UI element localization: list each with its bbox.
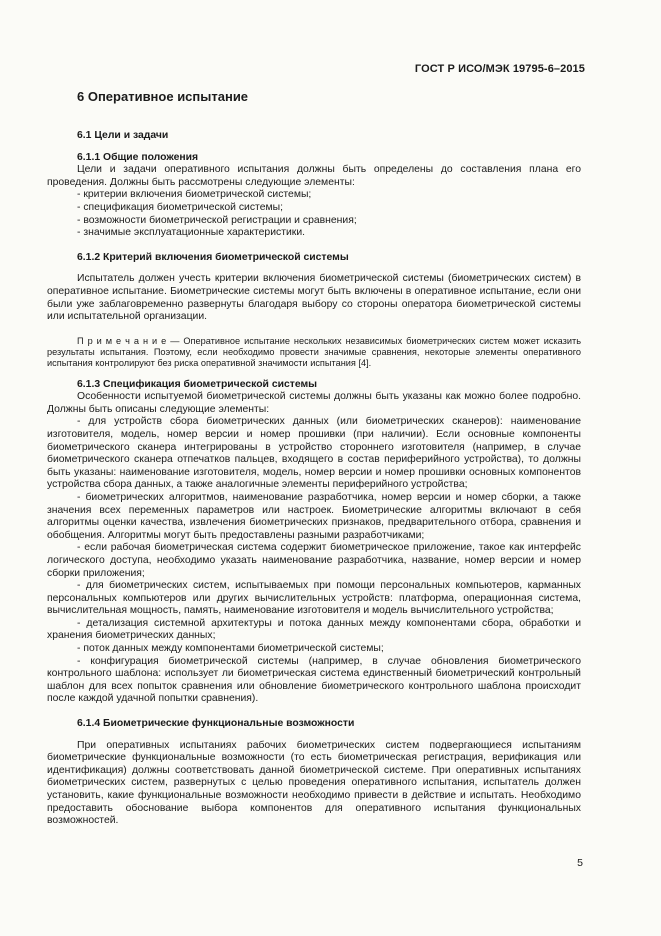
heading-6-1: 6.1 Цели и задачи (77, 130, 169, 141)
heading-6-1-4: 6.1.4 Биометрические функциональные возможности (77, 718, 355, 730)
section-title: 6 Оперативное испытание (77, 89, 249, 104)
list-item: - для устройств сбора биометрических данных (или биометрических сканеров): наименование изготовителя, модель, номер версии и номер прошивки (при наличии). Если основные компоненты биометрического сканера интегрированы в устройство стороннего изготовителя (например, в случае биометрического сканера отпечатков пальцев, входящего в состав периферийного устройства), то должны быть указаны: наименование изготовителя, модель, номер версии и номер прошивки основных компонентов устройства сбора данных, а также аналогичные элементы периферийного устройства; (47, 416, 581, 491)
paragraph-6-1-3-intro: Особенности испытуемой биометрической системы должны быть указаны как можно более подробно. Должны быть описаны следующие элементы: (47, 391, 581, 415)
heading-6-1-3: 6.1.3 Спецификация биометрической системы (77, 378, 318, 390)
list-item: - значимые эксплуатационные характеристики. (77, 227, 306, 239)
list-item: - конфигурация биометрической системы (например, в случае обновления биометрического контрольного шаблона: использует ли биометрическая система единственный биометрический контрольный шаблон для всех попыток сравнения или обновление биометрического контрольного шаблона происходит после каждой удачной попытки сравнения). (47, 655, 581, 705)
note-label: П р и м е ч а н и е (77, 335, 167, 346)
list-item: - возможности биометрической регистрации и сравнения; (77, 214, 357, 226)
paragraph-6-1-1-intro: Цели и задачи оперативного испытания должны быть определены до составления плана его проведения. Должны быть рассмотрены следующие элементы: (47, 164, 581, 188)
page-content (47, 130, 581, 828)
list-item: - для биометрических систем, испытываемых при помощи персональных компьютеров, карманных персональных компьютеров или других вычислительных устройств: платформа, операционная система, вычислительная мощность, память, наименование изготовителя и модель вычислительного устройства; (47, 580, 581, 617)
paragraph-6-1-2: Испытатель должен учесть критерии включения биометрической системы (биометрических систем) в оперативное испытание. Биометрические системы могут быть включены в оперативное испытание, если они были уже заблаговременно развернуты благодаря выбору со стороны оператора биометрической системы или испытательной организации. (47, 273, 581, 323)
heading-6-1-2: 6.1.2 Критерий включения биометрической системы (77, 251, 349, 263)
list-item: - поток данных между компонентами биометрической системы; (77, 643, 384, 655)
page-number: 5 (577, 857, 583, 869)
list-item: - биометрических алгоритмов, наименование разработчика, номер версии и номер сборки, а также значения всех переменных параметров или настроек. Биометрические алгоритмы включают в себя алгоритмы оценки качества, извлечения биометрических признаков, предварительного отбора, сравнения и обобщения. Алгоритмы могут быть предоставлены разными разработчиками; (47, 491, 581, 541)
list-item: - если рабочая биометрическая система содержит биометрическое приложение, такое как интерфейс логического доступа, необходимо указать наименование разработчика, название, номер версии и номер сборки приложения; (47, 542, 581, 579)
paragraph-6-1-4: При оперативных испытаниях рабочих биометрических систем подвергающиеся испытаниям биометрические функциональные возможности (то есть биометрическая регистрация, верификация или идентификация) должны соответствовать данной биометрической системе. При оперативных испытаниях биометрических систем, развернутых с целью проведения оперативного испытания, испытатель должен установить, какие функциональные возможности необходимо привести в действие и испытать. Необходимо предоставить обоснование выбора компонентов для оперативного испытания функциональных возможностей. (47, 739, 581, 827)
note-paragraph (47, 336, 581, 370)
document-code: ГОСТ Р ИСО/МЭК 19795-6–2015 (414, 63, 585, 75)
heading-6-1-1: 6.1.1 Общие положения (77, 151, 199, 163)
note-text: — Оперативное испытание нескольких независимых биометрических систем может исказить результаты испытания. Поэтому, если необходимо провести значимые сравнения, некоторые элементы оперативного испытания контролируют без риска оперативной значимости испытания [4]. (47, 335, 581, 369)
list-item: - детализация системной архитектуры и потока данных между компонентами сбора, обработки и хранения биометрических данных; (47, 617, 581, 642)
list-item: - спецификация биометрической системы; (77, 201, 283, 213)
list-item: - критерии включения биометрической системы; (77, 189, 312, 201)
